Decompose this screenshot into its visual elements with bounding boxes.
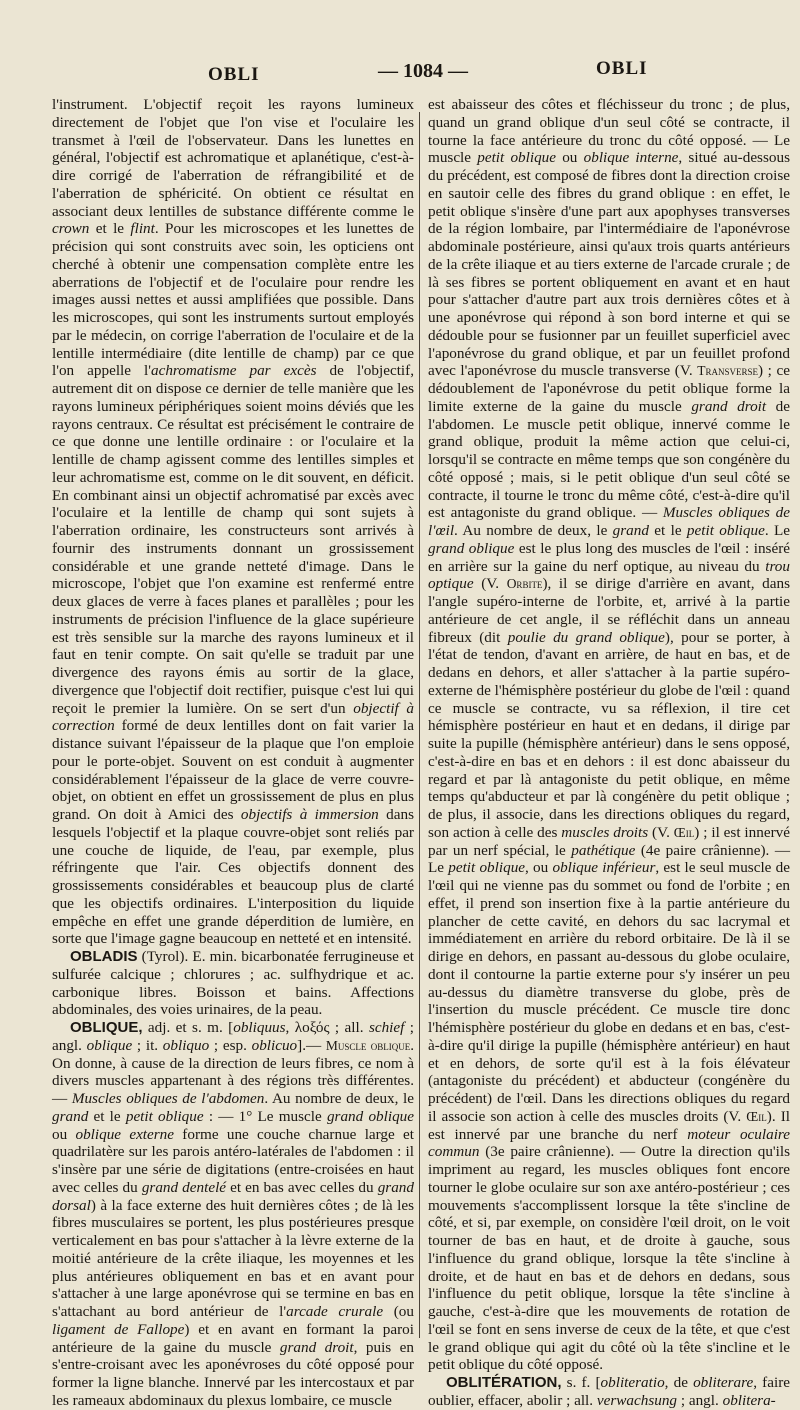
- text-run: , faire oublier, effacer, abolir ; all.: [428, 1374, 790, 1409]
- italic-run: ligament de Fallope: [52, 1320, 185, 1338]
- text-run: ) à la face externe des huit dernières côtes ; de là les fibres musculaires se portent, les plus postérieures presque verticalement en bas pour s'attacher à la lèvre externe de la moitié antérieure de la crête iliaque, les moyennes et les plus antérieures obliquement en bas et en avant pour s'attacher à une large aponévrose qui se termine en bas en s'attachant au bord antérieur de l': [52, 1196, 414, 1320]
- text-run: est le plus long des muscles de l'œil : inséré en arrière sur la gaine du nerf optique, au niveau du: [428, 539, 790, 575]
- italic-run: petit oblique: [125, 1107, 204, 1125]
- text-run: et le: [88, 1107, 126, 1125]
- left-column: [52, 96, 415, 1409]
- text-run: ou: [556, 149, 584, 167]
- italic-run: grand: [52, 1107, 89, 1125]
- header-right-word: OBLI: [596, 58, 648, 79]
- italic-run: objectifs à immersion: [240, 806, 379, 823]
- text-run: formé de deux lentilles dont on fait varier la distance suivant l'épaisseur de la plaque que l'on emploie pour le porte-objet. Souvent on est conduit à augmenter considérablement l'épaisseur de la glace de verre couvre-objet, on obtient en effet un grossissement de plus en plus grand. On doit à Amici des: [52, 717, 414, 823]
- italic-run: crown: [52, 220, 90, 238]
- italic-run: poulie du grand oblique: [507, 628, 665, 646]
- text-run: forme une couche charnue large et quadrilatère sur les parois antéro-latérales de l'abdomen : il s'insère par une série de digitations (entre-croisées en haut avec celles du: [52, 1125, 415, 1196]
- entry-obladis: [52, 948, 414, 1019]
- italic-run: petit oblique: [448, 859, 526, 877]
- italic-run: obliteratio: [600, 1374, 665, 1391]
- italic-run: oblique externe: [75, 1125, 175, 1143]
- text-run: , puis en s'entre-croisant avec les aponévroses du côté opposé pour former la ligne blanche. Innervé par les intercostaux et par les rameaux abdominaux du plexus lombaire, ce muscle: [52, 1338, 415, 1409]
- text-run: ), il se dirige d'arrière en avant, dans l'angle supéro-interne de l'orbite, et, arrivé à la partie antérieure de cet angle, il se réfléchit dans un anneau fibreux (dit: [428, 575, 790, 646]
- text-run: adj. et s. m. [: [142, 1019, 234, 1036]
- italic-run: oblique: [86, 1036, 133, 1054]
- text-run: , de: [664, 1374, 694, 1391]
- italic-run: petit oblique: [477, 149, 556, 167]
- text-run: s. f. [: [561, 1374, 601, 1391]
- text-run: ; angl.: [52, 1019, 414, 1054]
- text-run: de l'objectif, autrement dit on dispose ce dernier de telle manière que les rayons lumineux périphériques soient moins déviés que les rayons centraux. Ce résultat est précisément le contraire de ce que donne une lentille ordinaire : or l'oculaire et la lentille de champ agissent comme des lentilles simples et leur achromatisme est, comme on le dit souvent, en déficit. En combinant ainsi un objectif achromatisé par excès avec l'oculaire et la lentille de champ qui sont sujets à l'aberration ordinaire, les constructeurs sont arrivés à fournir des instruments donnant un grossissement considérable et une grande netteté d'image. Dans le microscope, l'objet que l'on examine est renfermé entre deux glaces de verre à faces planes et parallèles ; pour les instruments de précision l'influence de la glace supérieure est très sensible sur la marche des rayons lumineux et il faut en tenir compte. On sait qu'elle se traduit par une divergence des rayons émis au sortir de la glace, divergence que l'objectif doit rectifier, puisque c'est lui qui reçoit le premier la lumière. On se sert d'un: [52, 362, 414, 717]
- small-caps-run: Œil: [746, 1108, 767, 1124]
- text-run: . Au nombre de deux, le: [454, 522, 613, 539]
- text-run: , λοξός ; all.: [285, 1019, 369, 1036]
- text-run: , situé au-dessous du précédent, est composé de fibres dont la direction croise en sautoir celle des fibres du grand oblique : en effet, le petit oblique s'insère d'une part aux apophyses transverses de la région lombaire, par l'intermédiaire de l'aponévrose abdominale postérieure, ainsi qu'aux trois quarts antérieurs de la crête iliaque et au tiers externe de l'arcade crurale ; de là ses fibres se portent obliquement en avant et en haut pour s'attacher d'autre part aux trois dernières côtes et à une aponévrose qui répond à son bord interne et qui se dédouble pour se fusionner par un feuillet superficiel avec l'aponévrose du grand oblique, et par un feuillet profond avec l'aponévrose du muscle transverse (V.: [428, 149, 790, 380]
- text-run: ].—: [297, 1036, 326, 1054]
- text-run: ), pour se porter, à l'état de tendon, d'avant en arrière, de haut en bas, et de dedans en dehors, et aller s'attacher à la partie supéro-externe de l'hémisphère postérieur du globe de l'œil : quand ce muscle se contracte, vu sa réflexion, il tire cet hémisphère postérieur en haut et en dedans, il dirige par suite la pupille (hémisphère antérieur) dans le sens opposé, c'est-à-dire en bas et en dehors : il est donc abaisseur du regard et par là antagoniste du petit oblique, en même temps qu'abducteur et par là congénère du petit oblique ; de plus, il associe, dans les directions obliques du regard, son action à celle des: [428, 628, 790, 841]
- italic-run: oblitera-: [722, 1391, 776, 1409]
- text-run: dans lesquels l'objectif et la plaque couvre-objet sont reliés par une couche de liquide, de l'eau, par exemple, plus réfringente que l'air. Ces objectifs donnent des grossissements considérables et beaucoup plus de clarté que les objectifs ordinaires. L'interposition du liquide empêche en effet une grande déperdition de lumière, en sorte que l'image gagne beaucoup en netteté et en intensité.: [52, 806, 414, 948]
- italic-run: grand droit: [279, 1338, 354, 1356]
- text-run: (4e paire crânienne). — Le: [428, 841, 791, 877]
- text-run: ). Il est innervé par une branche du nerf: [428, 1107, 790, 1143]
- italic-run: petit oblique: [686, 522, 765, 539]
- italic-run: Muscles obliques de l'abdomen: [71, 1090, 265, 1107]
- italic-run: grand dorsal: [52, 1178, 414, 1214]
- right-column: [428, 96, 791, 1409]
- small-caps-run: Œil: [673, 824, 695, 840]
- entry-oblique-continued: [428, 96, 790, 1374]
- column-divider: [419, 112, 420, 1338]
- small-caps-run: Orbite: [506, 576, 543, 592]
- text-run: ; it.: [132, 1036, 163, 1054]
- italic-run: obliterare: [693, 1374, 754, 1391]
- small-caps-run: Transverse: [697, 363, 759, 379]
- text-run: , ou: [525, 859, 553, 877]
- headword: OBLADIS: [70, 948, 138, 965]
- text-run: (Tyrol). E. min. bicarbonatée ferrugineuse et sulfurée calcique ; chlorures ; ac. sulfhydrique et ac. carbonique libres. Boisson et bains. Affections abdominales, des voies urinaires, de la peau.: [52, 948, 414, 1019]
- text-run: l'instrument. L'objectif reçoit les rayons lumineux directement de l'objet que l'on vise et l'oculaire les transmet à l'œil de l'observateur. Dans les lunettes en général, l'objectif est achromatique et aplanétique, c'est-à-dire corrigé de l'aberration de réfrangibilité et de l'aberration de sphéricité. On obtient ce résultat en associant deux lentilles de substance différente comme le: [52, 96, 414, 220]
- text-run: ; esp.: [209, 1036, 252, 1054]
- text-run: . On donne, à cause de la direction de leurs fibres, ce nom à divers muscles appartenant à des régions très différentes. —: [52, 1036, 414, 1107]
- text-run: (3e paire crânienne). — Outre la direction qu'ils impriment au regard, les muscles obliques font encore tourner le globe oculaire sur son axe antéro-postérieur ; ces mouvements s'accomplissent lorsque la tête s'incline de côté, et si, par exemple, on considère l'œil droit, on le voit tourner de bas en haut, et de droite à gauche, sous l'influence du grand oblique, lorsque la tête s'incline à droite, et de haut en bas et de dehors en dedans, sous l'influence du petit oblique, lorsque la tête s'incline à gauche, c'est-à-dire que les mouvements de rotation de l'œil se font en sens inverse de ceux de la tête, et que c'est le grand oblique qui agit du côté où la tête s'incline et le petit oblique du côté opposé.: [428, 1143, 790, 1374]
- text-run: . Au nombre de deux, le: [264, 1090, 415, 1107]
- header-left-word: OBLI: [208, 64, 260, 85]
- headword: OBLIQUE,: [70, 1019, 143, 1036]
- italic-run: moteur oculaire commun: [428, 1125, 790, 1161]
- text-run: ou: [52, 1125, 76, 1143]
- text-run: de l'abdomen. Le muscle petit oblique, innervé comme le grand oblique, produit la même action que celui-ci, lorsqu'il se contracte en même temps que son congénère du côté opposé ; mais, si le petit oblique d'un seul côté se contracte, il tourne le tronc du même côté, c'est-à-dire qu'il est antagoniste du grand oblique. —: [428, 397, 791, 522]
- entry-oblique: [52, 1019, 414, 1410]
- text-run: : — 1° Le muscle: [203, 1107, 327, 1125]
- text-run: ) et en avant en formant la paroi antérieure de la gaine du muscle: [52, 1320, 414, 1356]
- text-run: ; angl.: [677, 1391, 723, 1409]
- running-header: [0, 56, 800, 92]
- text-run: . Pour les microscopes et les lunettes de précision qui sont construits avec soin, les opticiens ont cherché à obtenir une compensation complète entre les aberrations de l'objectif et de l'oculaire pour rendre les images aussi nettes et aussi amplifiées que possible. Dans les microscopes, qui sont les instruments surtout employés par le médecin, on corrige l'aberration de l'oculaire et de la lentille intermédiaire (dite lentille de champ) par ce que l'on appelle l': [52, 220, 415, 380]
- text-run: (V.: [473, 575, 507, 593]
- italic-run: oblicuo: [251, 1036, 298, 1054]
- italic-run: Muscles obliques de l'œil: [428, 504, 790, 539]
- italic-run: schief: [368, 1019, 405, 1036]
- italic-run: obliquus: [233, 1019, 286, 1036]
- italic-run: verwachsung: [596, 1391, 678, 1409]
- italic-run: pathétique: [571, 841, 636, 859]
- italic-run: grand droit: [691, 397, 767, 415]
- italic-run: oblique interne: [583, 149, 679, 167]
- entry-continuation-instrument: [52, 96, 414, 948]
- text-run: et en bas avec celles du: [226, 1178, 378, 1196]
- italic-run: oblique inférieur: [552, 859, 656, 877]
- italic-run: trou optique: [428, 557, 790, 593]
- text-run: . Le: [764, 522, 790, 539]
- small-caps-run: Muscle oblique: [325, 1037, 411, 1053]
- italic-run: grand oblique: [326, 1107, 414, 1125]
- entry-obliteration: [428, 1374, 790, 1410]
- text-run: (ou: [383, 1303, 414, 1320]
- italic-run: achromatisme par excès: [150, 362, 317, 380]
- text-run: ) ; il est innervé par un nerf spécial, le: [428, 823, 790, 859]
- italic-run: grand dentelé: [141, 1178, 227, 1196]
- text-run: et le: [648, 522, 687, 539]
- text-run: est abaisseur des côtes et fléchisseur du tronc ; de plus, quand un grand oblique d'un seul côté se contracte, il tourne la face antérieure du tronc du côté opposé. — Le muscle: [428, 96, 790, 167]
- headword: OBLITÉRATION,: [446, 1374, 562, 1391]
- italic-run: grand: [612, 522, 649, 539]
- italic-run: muscles droits: [561, 823, 649, 841]
- text-run: et le: [89, 220, 131, 238]
- italic-run: objectif à correction: [52, 699, 414, 735]
- text-run: ) ; ce dédoublement de l'aponévrose du petit oblique forme la limite externe de la gaine du muscle: [428, 362, 790, 415]
- italic-run: flint: [130, 220, 155, 238]
- text-run: (V.: [648, 823, 674, 841]
- italic-run: arcade crurale: [286, 1303, 384, 1320]
- page-number: — 1084 —: [378, 60, 468, 82]
- italic-run: grand oblique: [428, 539, 515, 557]
- italic-run: obliquo: [162, 1036, 210, 1054]
- text-run: , est le seul muscle de l'œil qui ne vienne pas du sommet ou fond de l'orbite ; en effet, il prend son insertion fixe à la partie antérieure du plancher de cette cavité, en dehors du sac lacrymal et immédiatement en arrière du rebord orbitaire. De là il se dirige en dehors, en passant au-dessous du globe oculaire, dont il contourne la partie externe pour s'y insérer un peu au-dessus du diamètre transverse du globe, près de l'insertion du muscle précédent. Ce muscle tire donc l'hémisphère postérieur du globe en dedans et en bas, c'est-à-dire qu'il dirige la pupille (hémisphère antérieur) en haut et en dehors, de sorte qu'il est à la fois élévateur (antagoniste du précédent) et abducteur (congénère du précédent) de l'œil. Dans les directions obliques du regard il associe son action à celle des muscles droits (V.: [428, 859, 790, 1125]
